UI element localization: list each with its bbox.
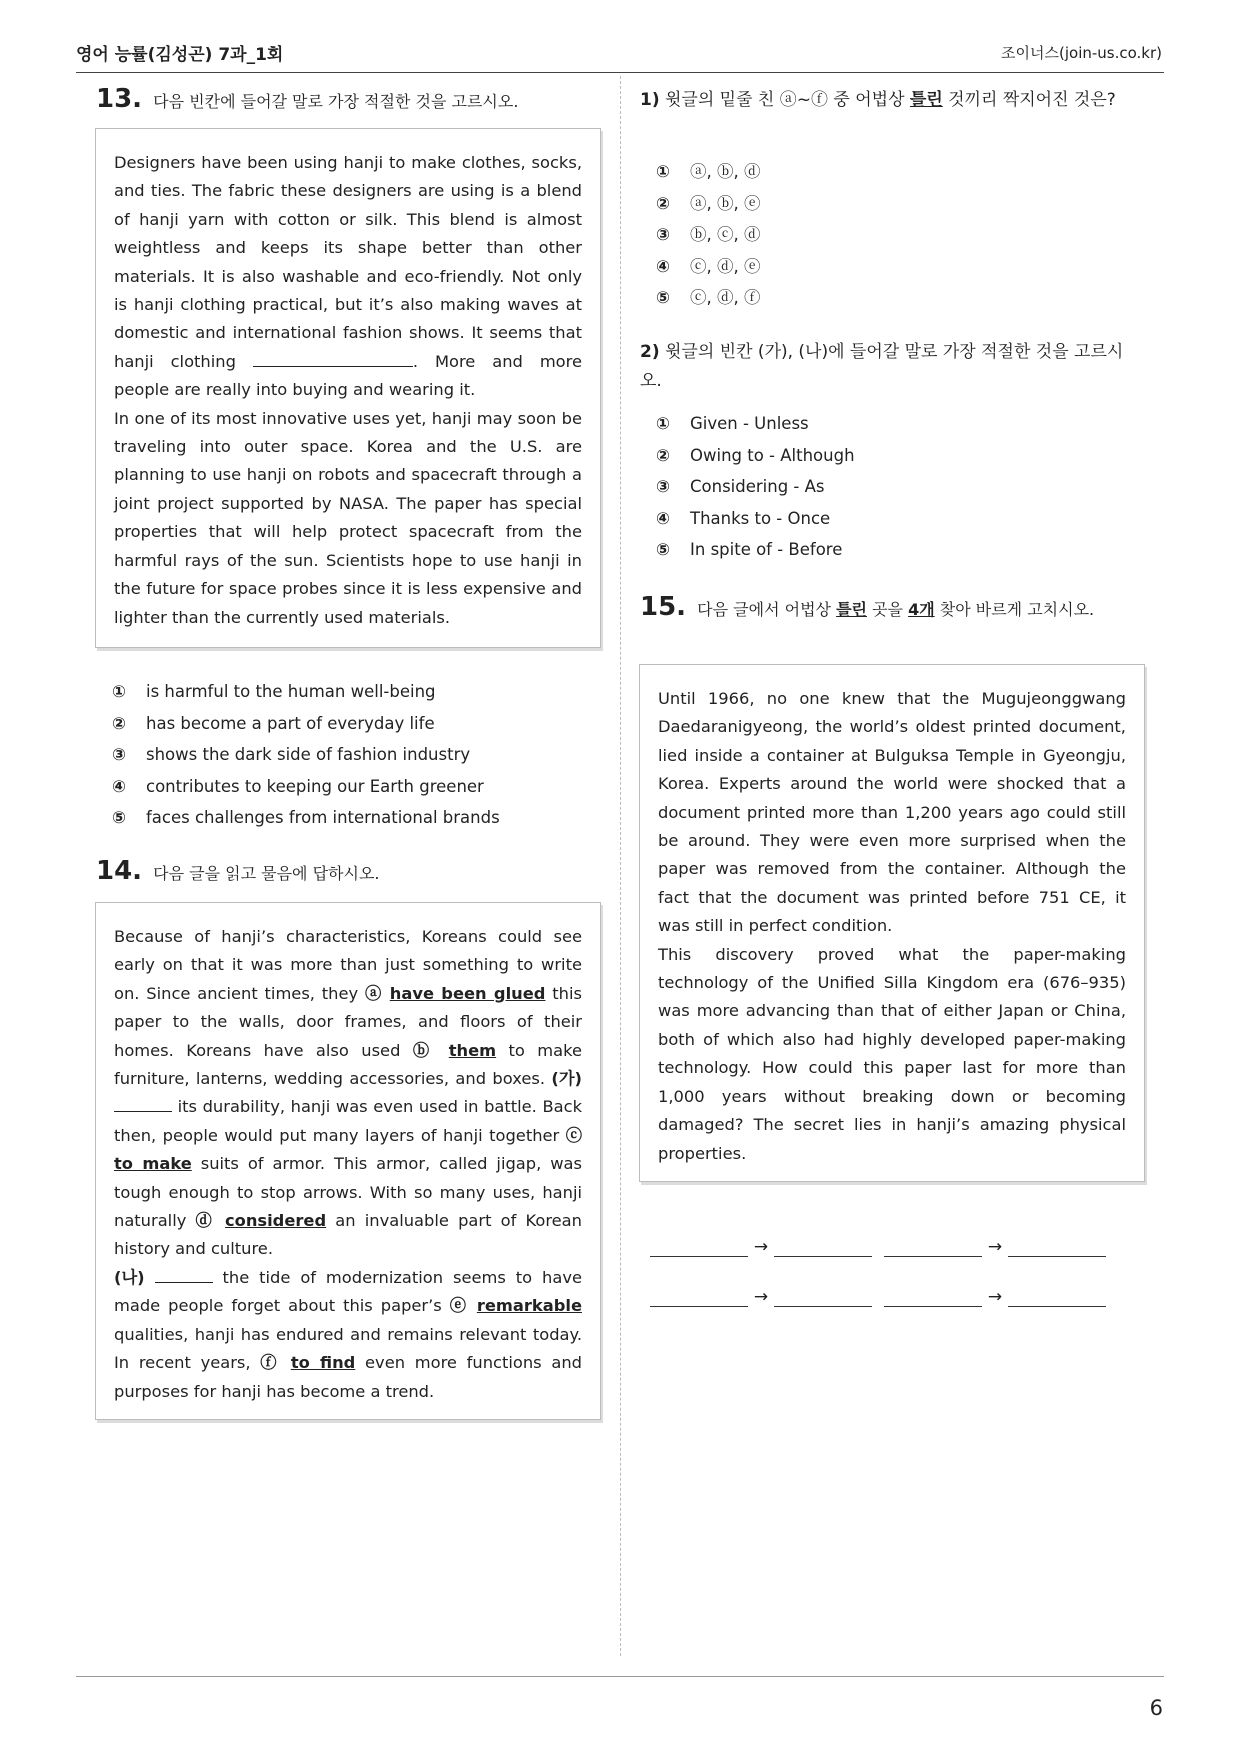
arrow-icon: → [987, 1237, 1003, 1257]
q14-paragraph-2: (나) the tide of modernization seems to have made people forget about this paper’s ⓔ remarkable qualities, hanji has endured and remains relevant today. In recent years, ⓕ to find even more functions and purposes for hanji has become a trend. [114, 1264, 582, 1406]
blank-ga [114, 1093, 172, 1112]
q13-number: 13. [96, 84, 143, 114]
sub1-choice-2[interactable]: ② ⓐ, ⓑ, ⓔ [656, 193, 761, 213]
sub1-choice-1[interactable]: ① ⓐ, ⓑ, ⓓ [656, 162, 761, 181]
q13-blank [253, 348, 413, 367]
sub1-choice-5[interactable]: ⑤ ⓒ, ⓓ, ⓕ [656, 288, 761, 307]
q15-answer-row-1 [650, 1236, 1106, 1262]
q14-passage-box [95, 902, 601, 1420]
sub2-choice-4[interactable]: ④ Thanks to - Once [656, 508, 831, 528]
q15-answer-row-2 [650, 1286, 1106, 1312]
underline-e: remarkable [476, 1296, 582, 1316]
underline-d: considered [224, 1211, 327, 1231]
q14-heading [96, 856, 606, 889]
q14-sub2-question: 2) 윗글의 빈칸 (가), (나)에 들어갈 말로 가장 적절한 것을 고르시오. [640, 342, 1124, 391]
q13-passage-box [95, 128, 601, 648]
sub1-choice-4[interactable]: ④ ⓒ, ⓓ, ⓔ [656, 256, 761, 276]
worksheet-title: 영어 능률(김성곤) 7과_1회 [76, 45, 284, 65]
answer-blank[interactable] [1008, 1286, 1106, 1307]
q14-sub1-question: 1) 윗글의 밑줄 친 ⓐ~ⓕ 중 어법상 틀린 것끼리 짝지어진 것은? [640, 90, 1116, 110]
underline-c: to make [114, 1154, 192, 1174]
marker-c: ⓒ [565, 1125, 582, 1145]
sub2-choice-3[interactable]: ③ Considering - As [656, 477, 825, 496]
underline-a: have been glued [389, 983, 546, 1003]
sub2-choice-5[interactable]: ⑤ In spite of - Before [656, 540, 843, 559]
marker-d: ⓓ [195, 1211, 216, 1231]
q14-sub1-choices [656, 156, 1056, 314]
q15-wrong-emphasis: 틀린 [836, 600, 867, 619]
sub1-wrong-emphasis: 틀린 [909, 90, 943, 110]
site-name: 조이너스(join-us.co.kr) [1001, 44, 1162, 62]
q13-heading [96, 84, 606, 117]
q13-choice-5[interactable]: ⑤ faces challenges from international brands [112, 808, 500, 827]
marker-a: ⓐ [364, 983, 383, 1003]
arrow-icon: → [987, 1287, 1003, 1307]
q13-choices [112, 676, 592, 834]
marker-b: ⓑ [412, 1040, 437, 1060]
sub2-choice-1[interactable]: ① Given - Unless [656, 414, 809, 433]
q15-paragraph-1: Until 1966, no one knew that the Mugujeonggwang Daedaranigyeong, the world’s oldest printed document, lied inside a container at Bulguksa Temple in Gyeongju, Korea. Experts around the world were shocked that a document printed more than 1,200 years ago could still be around. They were even more surprised when the paper was removed from the container. Although the fact that the document was printed before 751 CE, it was still in perfect condition. [658, 689, 1126, 936]
answer-blank[interactable] [774, 1286, 872, 1307]
arrow-icon: → [753, 1237, 769, 1257]
q14-sub2-choices [656, 408, 1056, 566]
underline-b: them [448, 1040, 497, 1060]
answer-blank[interactable] [884, 1286, 982, 1307]
marker-e: ⓔ [449, 1296, 469, 1316]
answer-blank[interactable] [650, 1236, 748, 1257]
marker-f: ⓕ [260, 1353, 282, 1373]
q15-paragraph-2: This discovery proved what the paper-making technology of the Unified Silla Kingdom era (676–935) was more advancing than that of either Japan or China, both of which also had highly developed paper-making technology. How could this paper last for more than 1,000 years without breaking down or becoming damaged? The secret lies in hanji’s amazing physical properties. [658, 944, 1126, 1163]
q14-number: 14. [96, 856, 143, 886]
arrow-icon: → [753, 1287, 769, 1307]
column-divider [620, 76, 621, 1656]
page-number: 6 [1149, 1696, 1163, 1720]
footer-line [76, 1676, 1164, 1677]
q13-choice-1[interactable]: ① is harmful to the human well-being [112, 682, 436, 701]
blank-ga-label: (가) [551, 1069, 582, 1089]
sub2-choice-2[interactable]: ② Owing to - Although [656, 445, 855, 465]
answer-blank[interactable] [774, 1236, 872, 1257]
underline-f: to find [290, 1353, 356, 1373]
q13-choice-2[interactable]: ② has become a part of everyday life [112, 713, 435, 733]
sub1-choice-3[interactable]: ③ ⓑ, ⓒ, ⓓ [656, 225, 761, 244]
blank-na-label: (나) [114, 1267, 145, 1287]
q13-p1-text: Designers have been using hanji to make clothes, socks, and ties. The fabric these designers are using is a blend of hanji yarn with cotton or silk. This blend is almost weightless and keeps its shape better than other materials. It is also washable and eco-friendly. Not only is hanji clothing practical, but it’s also making waves at domestic and international fashion shows. It seems that hanji clothing [114, 153, 582, 371]
q13-instruction: 다음 빈칸에 들어갈 말로 가장 적절한 것을 고르시오. [153, 92, 519, 111]
q13-p1-text-end: . More and more people are really into buying and wearing it. [114, 351, 582, 400]
q15-count-emphasis: 4개 [908, 600, 935, 619]
q13-paragraph-1 [114, 149, 582, 405]
blank-na [155, 1264, 213, 1283]
q14-instruction: 다음 글을 읽고 물음에 답하시오. [153, 864, 380, 883]
q15-instruction: 다음 글에서 어법상 틀린 곳을 4개 찾아 바르게 고치시오. [697, 600, 1095, 619]
q15-heading [640, 592, 1140, 625]
q15-passage-box [639, 664, 1145, 1182]
answer-blank[interactable] [1008, 1236, 1106, 1257]
q13-paragraph-2: In one of its most innovative uses yet, hanji may soon be traveling into outer space. Korea and the U.S. are planning to use hanji on robots and spacecraft through a joint project supported by NASA. The paper has special properties that will help protect spacecraft from the harmful rays of the sun. Scientists hope to use hanji in the future for space probes since it is less expensive and lighter than the currently used materials. [114, 408, 582, 627]
answer-blank[interactable] [650, 1286, 748, 1307]
q15-number: 15. [640, 592, 687, 622]
q14-paragraph-1: Because of hanji’s characteristics, Koreans could see early on that it was more than just something to write on. Since ancient times, they ⓐ have been glued this paper to the walls, door frames, and floors of their homes. Koreans have also used ⓑ them to make furniture, lanterns, wedding accessories, and boxes. (가) its durability, hanji was even used in battle. Back then, people would put many layers of hanji together ⓒ to make suits of armor. This armor, called jigap, was tough enough to stop arrows. With so many uses, hanji naturally ⓓ considered an invaluable part of Korean history and culture. [114, 927, 582, 1259]
q13-choice-3[interactable]: ③ shows the dark side of fashion industry [112, 745, 471, 764]
answer-blank[interactable] [884, 1236, 982, 1257]
q13-choice-4[interactable]: ④ contributes to keeping our Earth greener [112, 776, 484, 796]
page-header [76, 38, 1164, 73]
